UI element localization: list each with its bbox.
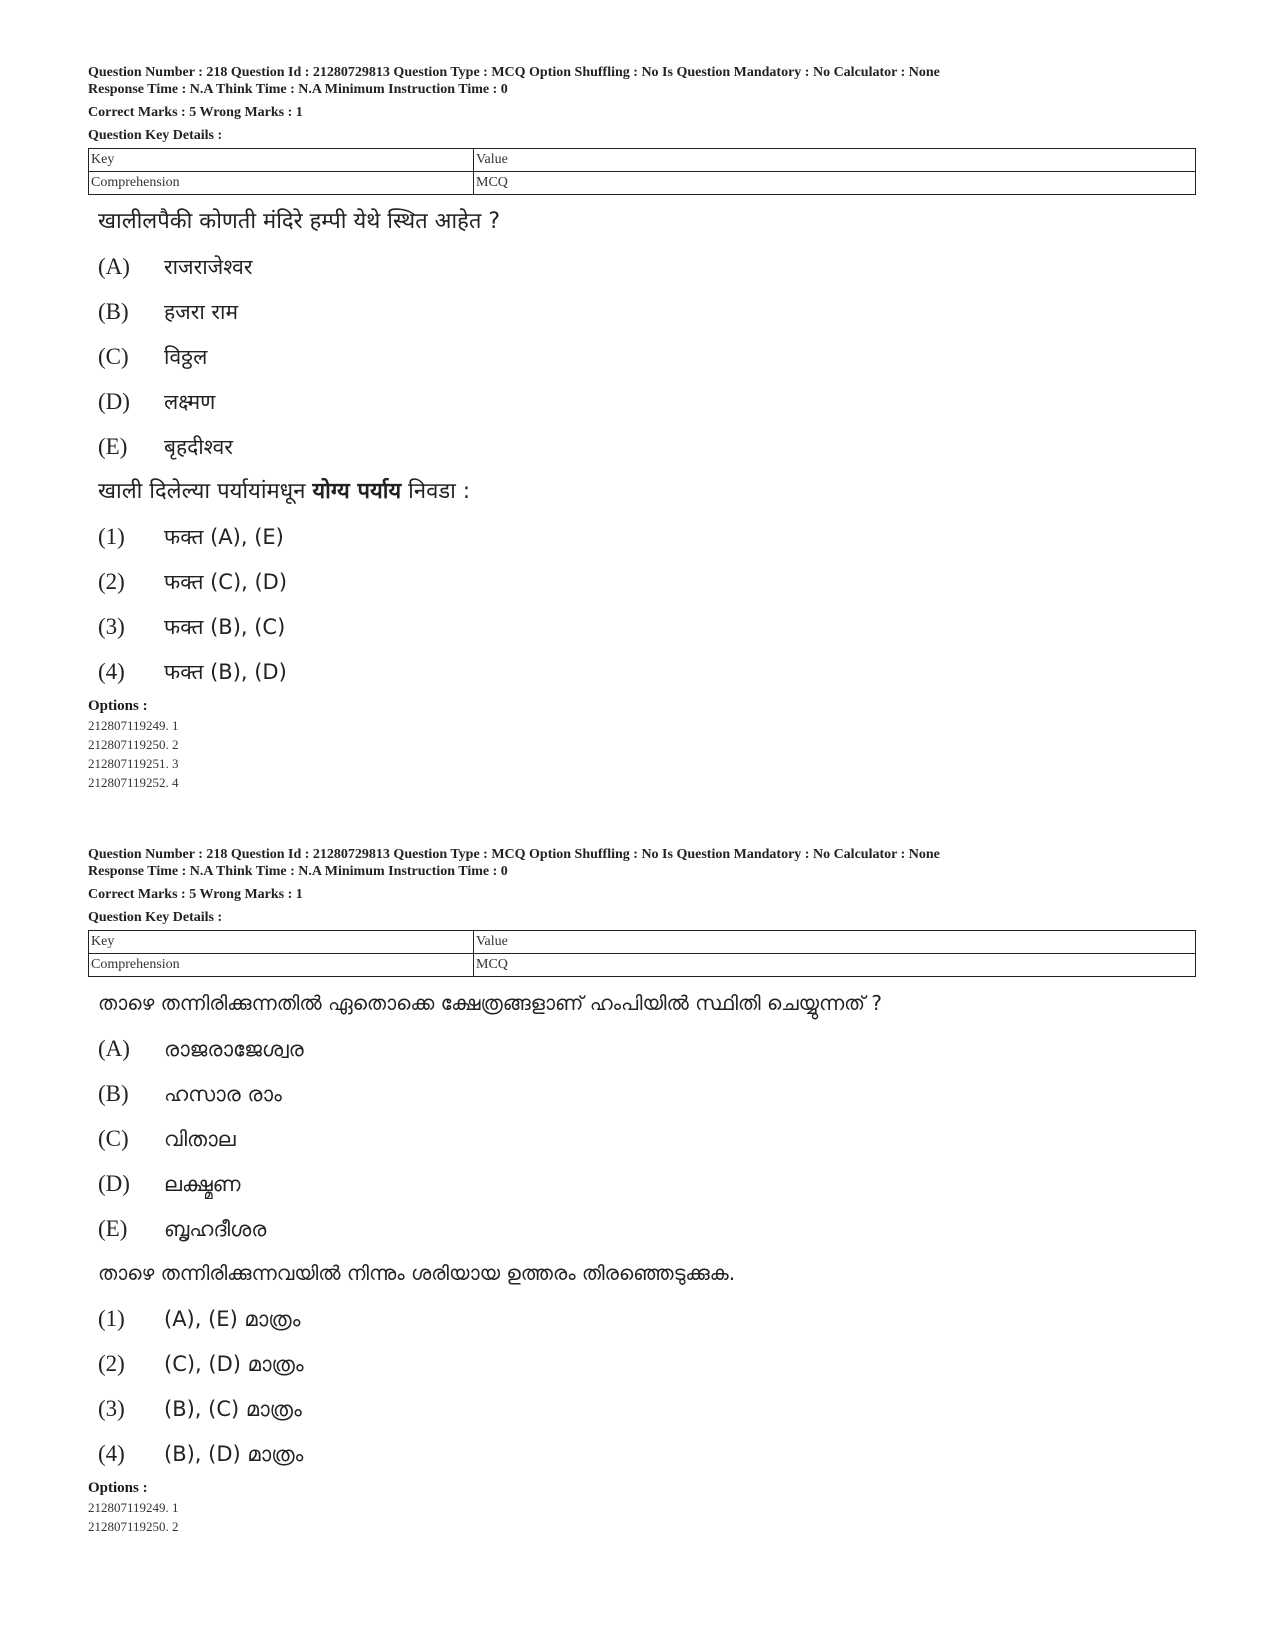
key-value-table	[88, 148, 1196, 195]
options-label: Options :	[88, 698, 148, 714]
statement-item	[88, 379, 1188, 424]
choice-text: फक्त (A), (E)	[164, 525, 284, 549]
statement-item	[88, 1116, 1188, 1161]
marks-line: Correct Marks : 5 Wrong Marks : 1	[88, 887, 303, 902]
choice-label: (2)	[98, 569, 125, 594]
statement-label: (B)	[98, 299, 129, 324]
table-cell-value: MCQ	[474, 172, 1196, 195]
statement-text: വിതാല	[164, 1127, 236, 1151]
question-meta-line: Question Number : 218 Question Id : 21280729813 Question Type : MCQ Option Shuffling : No Is Question Mandatory : No Calculator : None	[88, 847, 940, 862]
option-id: 212807119250. 2	[88, 737, 179, 752]
question-block-1	[88, 64, 1188, 792]
statement-item	[88, 1206, 1188, 1251]
statement-label: (D)	[98, 1171, 130, 1196]
statement-item	[88, 1071, 1188, 1116]
choice-item[interactable]	[88, 1341, 1188, 1386]
choice-text: फक्त (B), (D)	[164, 660, 287, 684]
statement-label: (C)	[98, 1126, 129, 1151]
choice-item[interactable]	[88, 1296, 1188, 1341]
statement-text: ബൃഹദീശര	[164, 1217, 267, 1241]
table-header-value: Value	[474, 149, 1196, 172]
statement-label: (B)	[98, 1081, 129, 1106]
statement-text: विठ्ठल	[164, 345, 208, 369]
choice-item[interactable]	[88, 514, 1188, 559]
choice-text: फक्त (B), (C)	[164, 615, 286, 639]
key-details-label: Question Key Details :	[88, 910, 223, 925]
statement-text: ലക്ഷ്മണ	[164, 1172, 241, 1196]
statement-item	[88, 1161, 1188, 1206]
choice-item[interactable]	[88, 604, 1188, 649]
choice-list	[88, 1296, 1188, 1476]
response-time-line: Response Time : N.A Think Time : N.A Minimum Instruction Time : 0	[88, 82, 508, 97]
key-value-table	[88, 930, 1196, 977]
question-block-2	[88, 846, 1188, 1536]
table-header-key: Key	[89, 931, 474, 954]
choice-label: (2)	[98, 1351, 125, 1376]
statement-item	[88, 1026, 1188, 1071]
choice-text: फक्त (C), (D)	[164, 570, 288, 594]
option-id: 212807119251. 3	[88, 756, 179, 771]
instruction-pre: താഴെ തന്നിരിക്കുന്നവയിൽ നിന്നും ശരിയായ ഉത്തരം തിരഞ്ഞെടുക്കുക.	[98, 1261, 736, 1285]
choice-label: (4)	[98, 1441, 125, 1466]
choice-label: (3)	[98, 1396, 125, 1421]
marks-line: Correct Marks : 5 Wrong Marks : 1	[88, 105, 303, 120]
statement-text: लक्ष्मण	[164, 390, 216, 414]
instruction-text	[88, 469, 1188, 514]
instruction-post: निवडा :	[401, 479, 471, 504]
question-text: खालीलपैकी कोणती मंदिरे हम्पी येथे स्थित आहेत ?	[98, 209, 501, 234]
statement-label: (E)	[98, 1216, 128, 1241]
choice-text: (B), (C) മാത്രം	[164, 1397, 302, 1421]
statement-item	[88, 289, 1188, 334]
instruction-bold: योग्य पर्याय	[312, 479, 402, 504]
statement-text: हजरा राम	[164, 300, 239, 324]
statement-text: राजराजेश्वर	[164, 255, 253, 279]
statement-label: (D)	[98, 389, 130, 414]
choice-label: (3)	[98, 614, 125, 639]
option-id: 212807119249. 1	[88, 1500, 179, 1515]
choice-item[interactable]	[88, 1431, 1188, 1476]
statement-list	[88, 244, 1188, 469]
statement-list	[88, 1026, 1188, 1251]
option-id: 212807119250. 2	[88, 1519, 179, 1534]
choice-item[interactable]	[88, 1386, 1188, 1431]
choice-text: (A), (E) മാത്രം	[164, 1307, 301, 1331]
table-header-key: Key	[89, 149, 474, 172]
option-id: 212807119249. 1	[88, 718, 179, 733]
choice-text: (B), (D) മാത്രം	[164, 1442, 304, 1466]
statement-text: ഹസാര രാം	[164, 1082, 282, 1106]
statement-label: (E)	[98, 434, 128, 459]
choice-list	[88, 514, 1188, 694]
table-header-value: Value	[474, 931, 1196, 954]
statement-label: (A)	[98, 254, 130, 279]
response-time-line: Response Time : N.A Think Time : N.A Minimum Instruction Time : 0	[88, 864, 508, 879]
table-cell-key: Comprehension	[89, 954, 474, 977]
table-cell-key: Comprehension	[89, 172, 474, 195]
question-text: താഴെ തന്നിരിക്കുന്നതിൽ ഏതൊക്കെ ക്ഷേത്രങ്ങളാണ് ഹംപിയിൽ സ്ഥിതി ചെയ്യുന്നത് ?	[98, 991, 883, 1015]
option-id: 212807119252. 4	[88, 775, 179, 790]
choice-label: (1)	[98, 524, 125, 549]
choice-text: (C), (D) മാത്രം	[164, 1352, 304, 1376]
choice-label: (4)	[98, 659, 125, 684]
statement-text: बृहदीश्वर	[164, 435, 233, 459]
statement-item	[88, 424, 1188, 469]
statement-item	[88, 334, 1188, 379]
statement-text: രാജരാജേശ്വര	[164, 1037, 304, 1061]
options-label: Options :	[88, 1480, 148, 1496]
choice-label: (1)	[98, 1306, 125, 1331]
choice-item[interactable]	[88, 559, 1188, 604]
choice-item[interactable]	[88, 649, 1188, 694]
instruction-text	[88, 1251, 1188, 1296]
table-cell-value: MCQ	[474, 954, 1196, 977]
instruction-pre: खाली दिलेल्या पर्यायांमधून	[98, 479, 313, 504]
key-details-label: Question Key Details :	[88, 128, 223, 143]
statement-label: (C)	[98, 344, 129, 369]
statement-label: (A)	[98, 1036, 130, 1061]
statement-item	[88, 244, 1188, 289]
question-meta-line: Question Number : 218 Question Id : 21280729813 Question Type : MCQ Option Shuffling : No Is Question Mandatory : No Calculator : None	[88, 65, 940, 80]
